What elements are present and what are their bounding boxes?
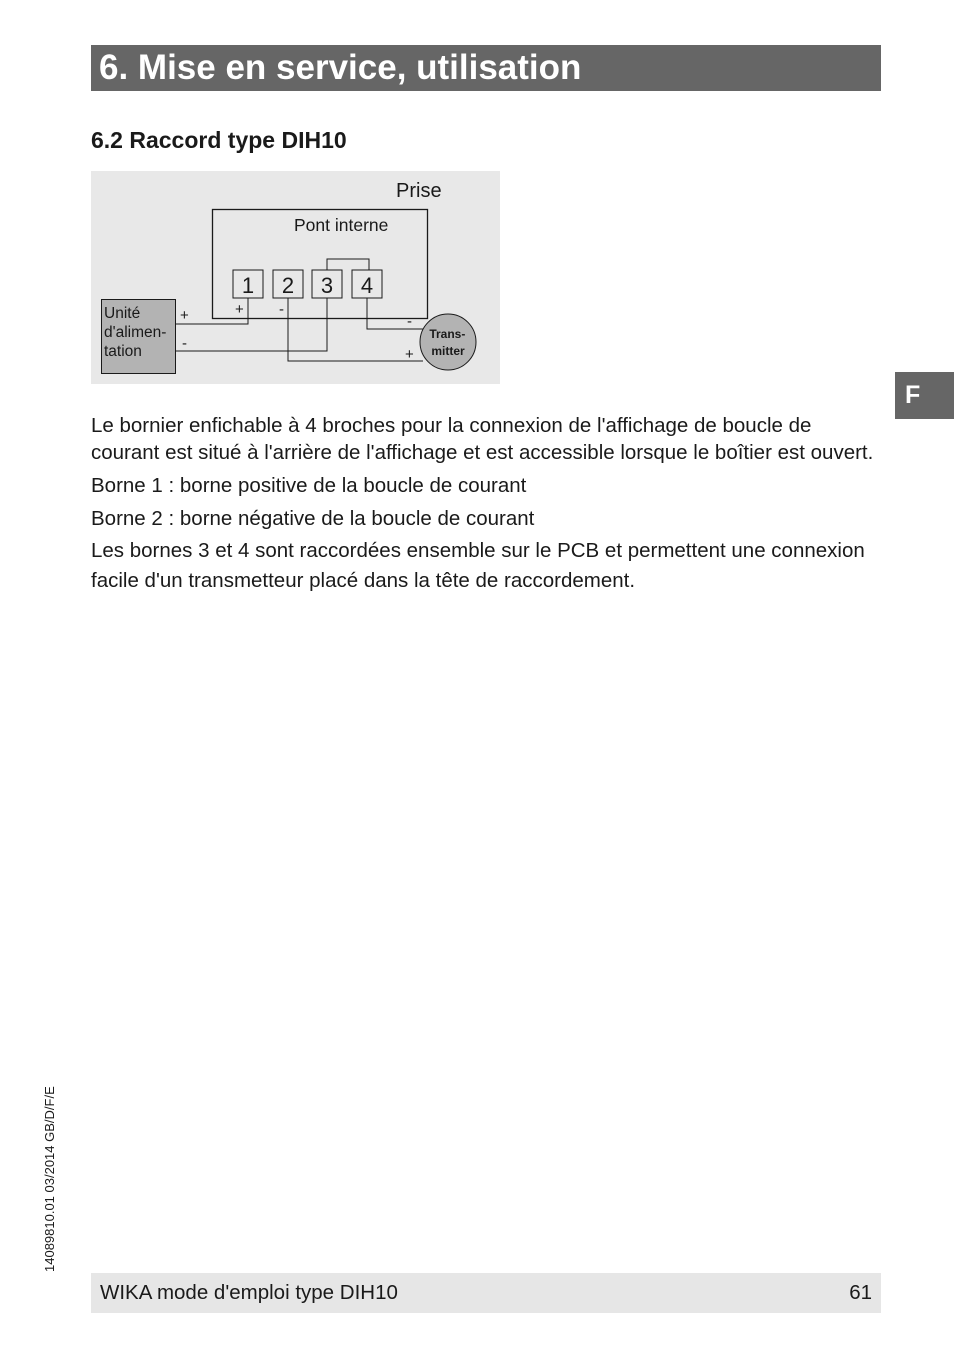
chapter-title: 6. Mise en service, utilisation: [99, 48, 582, 87]
footer-title: WIKA mode d'emploi type DIH10: [100, 1281, 398, 1304]
supply-minus-mark: -: [182, 335, 187, 352]
borne1-description: Borne 1 : borne positive de la boucle de courant: [91, 474, 527, 497]
prise-label: Prise: [396, 180, 442, 202]
terminal-label-1: 1: [241, 273, 255, 298]
terminal1-polarity: +: [235, 301, 244, 318]
terminal-label-2: 2: [281, 273, 295, 298]
chapter-header-bar: [91, 45, 881, 91]
wiring-diagram: [91, 171, 500, 384]
transmitter-minus-mark: -: [407, 313, 412, 330]
wiring-diagram-svg: [91, 171, 500, 384]
internal-bridge-wire: [327, 259, 369, 270]
bornes34-description: Les bornes 3 et 4 sont raccordées ensemble sur le PCB et permettent une connexion facile d'un transmetteur placé dans la tête de raccordement.: [91, 539, 865, 592]
power-supply-line-3: tation: [104, 343, 142, 360]
wire-terminal4-to-transmitter-minus: [367, 298, 423, 329]
intro-paragraph: Le bornier enfichable à 4 broches pour la connexion de l'affichage de boucle de courant est situé à l'arrière de l'affichage et est accessible lorsque le boîtier est ouvert.: [91, 414, 874, 464]
language-tab: F: [895, 372, 954, 419]
transmitter-plus-mark: +: [405, 346, 414, 363]
pont-interne-label: Pont interne: [294, 215, 389, 235]
borne2-description: Borne 2 : borne négative de la boucle de courant: [91, 507, 535, 530]
power-supply-line-1: Unité: [104, 305, 141, 322]
terminal-label-4: 4: [360, 273, 374, 298]
transmitter-line-1: Trans-: [429, 327, 466, 341]
footer-bar: [91, 1273, 881, 1313]
power-supply-line-2: d'alimen-: [104, 324, 167, 341]
transmitter-line-2: mitter: [431, 344, 465, 358]
terminal-label-3: 3: [320, 273, 334, 298]
supply-plus-mark: +: [180, 307, 189, 324]
body-text: [91, 412, 881, 596]
document-code: 14089810.01 03/2014 GB/D/F/E: [42, 1086, 57, 1272]
terminal2-polarity: -: [279, 301, 284, 318]
page-number: 61: [849, 1281, 872, 1304]
transmitter-circle: [420, 314, 476, 370]
section-title: 6.2 Raccord type DIH10: [91, 127, 347, 153]
